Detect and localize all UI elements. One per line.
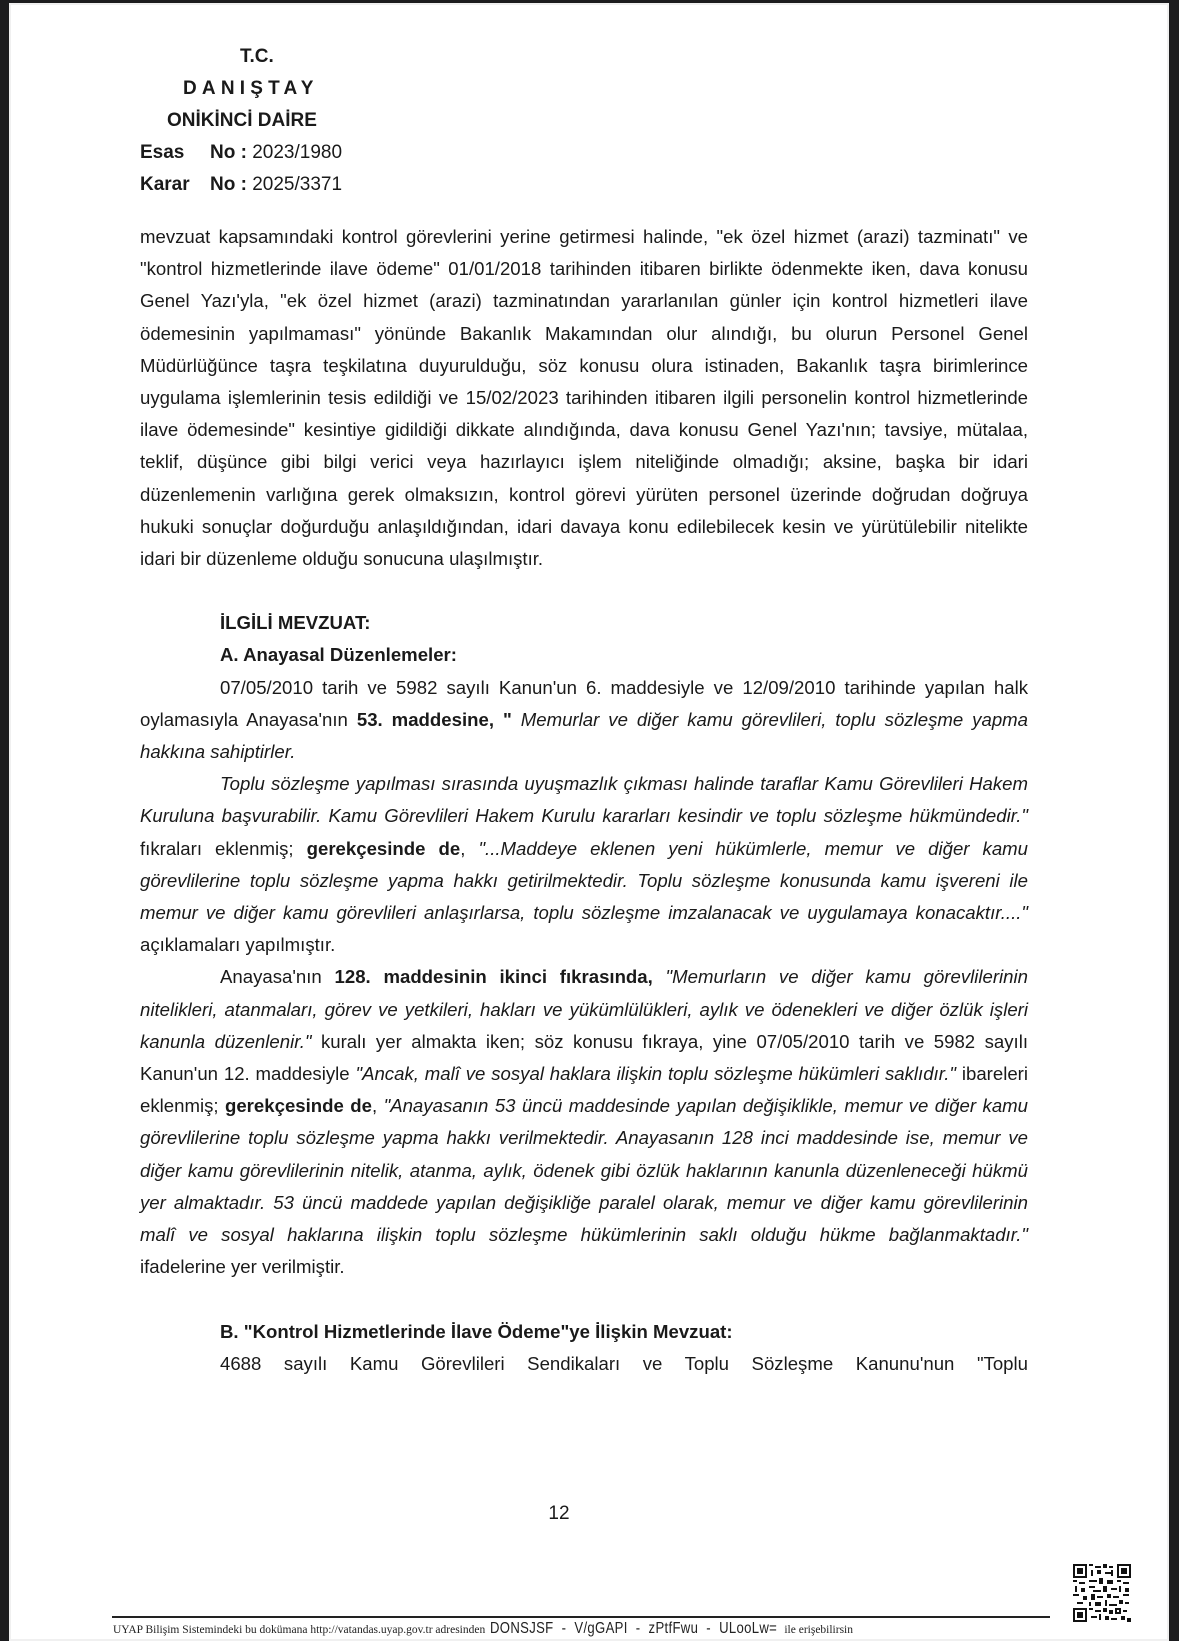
italic-run: "Anayasanın 53 üncü maddesinde yapılan değişiklikle, memur ve diğer kamu görevlilerine toplu sözleşme yapma hakkı verilmektedir. Anayasanın 128 inci maddesinde ise, memur ve diğer kamu görevlilerinin nitelik, atanma, aylık, ödenek gibi özlük haklarının kanunla düzenleneceği hükmü yer almaktadır. 53 üncü maddede yapılan değişikliğe paralel olarak, memur ve diğer kamu görevlilerinin malî ve sosyal haklarına ilişkin toplu sözleşme hükümlerinin saklı olduğu hükme bağlanmaktadır." <box>140 1095 1028 1246</box>
italic-run: "...Maddeye eklenen yeni hükümlerle, memur ve diğer kamu görevlilerine toplu sözleşme yapma hakkı getirilmektedir. Toplu sözleşme konusunda kamu işvereni ile memur ve diğer kamu görevlileri anlaşırlarsa, toplu sözleşme imzalanacak ve uygulamaya konacaktır...." <box>140 837 1029 924</box>
esas-value: 2023/1980 <box>252 142 343 163</box>
header-tc: T.C. <box>240 46 274 67</box>
bold-run: gerekçesinde de <box>306 837 461 859</box>
paragraph-article-53-continued <box>140 768 1028 961</box>
heading-ilgili-mevzuat: İLGİLİ MEVZUAT: <box>220 612 371 634</box>
qr-code-icon <box>1073 1563 1131 1623</box>
header-esas-row <box>140 141 342 165</box>
header-chamber: ONİKİNCİ DAİRE <box>167 110 317 131</box>
paragraph-article-128 <box>140 961 1028 1283</box>
footer-verification <box>113 1620 853 1638</box>
document-body <box>140 221 1028 1380</box>
text-run: 07/05/2010 tarih ve 5982 sayılı Kanun'un 6. maddesiyle ve 12/09/2010 tarihinde yapılan halk oylamasıyla Anayasa'nın <box>140 676 1028 730</box>
footer-suffix-text: ile erişebilirsin <box>784 1624 854 1636</box>
text-run: ifadelerine yer verilmiştir. <box>140 1256 345 1278</box>
paragraph-4688-law: 4688 sayılı Kamu Görevlileri Sendikaları ve Toplu Sözleşme Kanunu'nun "Toplu <box>220 1352 1028 1374</box>
header-karar-row <box>140 173 342 197</box>
text-run: açıklamaları yapılmıştır. <box>140 934 336 956</box>
esas-label: Esas <box>140 142 185 163</box>
paragraph-article-53 <box>140 672 1028 769</box>
italic-run: "Memurların ve diğer kamu görevlilerinin nitelikleri, atanmaları, görev ve yetkileri, hakları ve yükümlülükleri, aylık ve ödenekleri ve diğer özlük işleri kanunla düzenlenir." <box>140 966 1028 1052</box>
paragraph-reasoning: mevzuat kapsamındaki kontrol görevlerini yerine getirmesi halinde, "ek özel hizmet (arazi) tazminatı" ve "kontrol hizmetlerinde ilave ödeme" 01/01/2018 tarihinden itibaren birlikte ödenmekte iken, dava konusu Genel Yazı'yla, "ek özel hizmet (arazi) tazminatından yararlanılan günler için kontrol hizmetleri ilave ödemesinin yapılmaması" yönünde Bakanlık Makamından olur alındığı, bu olurun Personel Genel Müdürlüğünce taşra teşkilatına duyurulduğu, söz konusu olura istinaden, Bakanlık taşra birimlerince uygulama işlemlerinin tesis edildiği ve 15/02/2023 tarihinden itibaren ilgili personelin kontrol hizmetlerinde ilave ödemesinde" kesintiye gidildiği dikkate alındığında, dava konusu Genel Yazı'nın; tavsiye, mütalaa, teklif, düşünce gibi bilgi verici veya hazırlayıcı işlem niteliğinde olmadığı; aksine, başka bir idari düzenlemenin varlığına gerek olmaksızın, kontrol görevi yürüten personel üzerinde doğrudan doğruya hukuki sonuçlar doğurduğu anlaşıldığından, idari davaya konu edilebilecek kesin ve yürütülebilir nitelikte idari bir düzenleme olduğu sonucuna ulaşılmıştır. <box>140 226 1028 570</box>
karar-no-label: No : <box>210 174 247 195</box>
document-page <box>9 3 1169 1641</box>
karar-value: 2025/3371 <box>252 174 343 195</box>
text-run: Anayasa'nın <box>220 966 335 988</box>
heading-kontrol-hizmetleri-mevzuat: B. "Kontrol Hizmetlerinde İlave Ödeme"ye İlişkin Mevzuat: <box>220 1320 733 1342</box>
italic-run: "Ancak, malî ve sosyal haklara ilişkin toplu sözleşme hükümleri saklıdır." <box>355 1063 956 1085</box>
heading-anayasal-duzenlemeler: A. Anayasal Düzenlemeler: <box>220 644 457 666</box>
bold-run: gerekçesinde de <box>224 1095 372 1117</box>
footer-divider <box>112 1616 1050 1618</box>
page-number: 12 <box>548 1503 570 1524</box>
text-run: , <box>371 1095 384 1117</box>
text-run: kuralı yer almakta iken; söz konusu fıkraya, yine 07/05/2010 tarih ve 5982 sayılı Kanun'un 12. maddesiyle <box>140 1030 1029 1085</box>
italic-run: Toplu sözleşme yapılması sırasında uyuşmazlık çıkması halinde taraflar Kamu Görevlileri Hakem Kuruluna başvurabilir. Kamu Görevlileri Hakem Kurulu kararları kesindir ve toplu sözleşme hükmündedir." <box>140 773 1028 827</box>
bold-run: 128. maddesinin ikinci fıkrasında, <box>334 966 653 988</box>
text-run: fıkraları eklenmiş; <box>140 837 307 859</box>
text-run: , <box>460 837 479 859</box>
footer-prefix-text: UYAP Bilişim Sistemindeki bu dokümana http://vatandas.uyap.gov.tr adresinden <box>113 1624 486 1636</box>
footer-verification-code: DONSJSF - V/gGAPI - zPtfFwu - ULooLw= <box>489 1620 777 1637</box>
header-court-name: DANIŞTAY <box>183 78 319 99</box>
text-run: ibareleri eklenmiş; <box>140 1063 1028 1117</box>
esas-no-label: No : <box>210 142 247 163</box>
italic-run: Memurlar ve diğer kamu görevlileri, toplu sözleşme yapma hakkına sahiptirler. <box>140 708 1028 763</box>
karar-label: Karar <box>140 174 190 195</box>
bold-run: 53. maddesine, " <box>356 708 512 730</box>
